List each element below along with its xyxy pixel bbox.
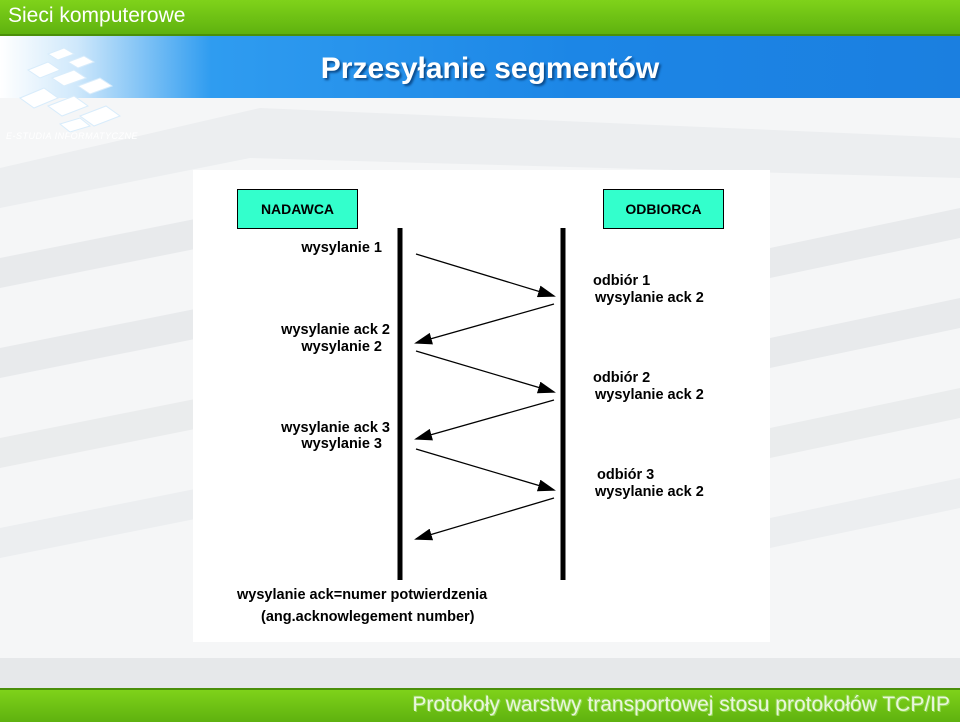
sender-note: wysylanie 1	[301, 240, 382, 256]
caption-line-1: wysylanie ack=numer potwierdzenia	[237, 587, 488, 603]
sender-note: wysylanie 2	[301, 339, 382, 355]
sender-note: wysylanie ack 3	[281, 420, 390, 436]
ack-2-arrow-1	[416, 304, 554, 343]
receiver-note: odbiór 3	[597, 467, 655, 483]
receiver-note: wysylanie ack 2	[595, 387, 704, 403]
receiver-box: ODBIORCA	[603, 189, 724, 229]
footer-text: Protokoły warstwy transportowej stosu protokołów TCP/IP	[412, 693, 950, 716]
ack-2-arrow-2	[416, 400, 554, 439]
logo-caption: E-STUDIA INFORMATYCZNE	[6, 131, 138, 141]
course-title: Sieci komputerowe	[8, 4, 186, 27]
ack-2-arrow-3	[416, 498, 554, 539]
sender-note: wysylanie 3	[301, 436, 382, 452]
receiver-note: wysylanie ack 2	[595, 484, 704, 500]
receiver-note: odbiór 2	[593, 370, 651, 386]
segment-3-arrow	[416, 449, 554, 490]
caption-line-2: (ang.acknowlegement number)	[261, 609, 475, 625]
slide-title: Przesyłanie segmentów	[320, 52, 660, 85]
receiver-note: odbiór 1	[593, 273, 651, 289]
segment-2-arrow	[416, 351, 554, 392]
sender-box: NADAWCA	[237, 189, 358, 229]
bottom-bar	[0, 688, 960, 722]
segment-1-arrow	[416, 254, 554, 296]
receiver-note: wysylanie ack 2	[595, 290, 704, 306]
sender-note: wysylanie ack 2	[281, 322, 390, 338]
